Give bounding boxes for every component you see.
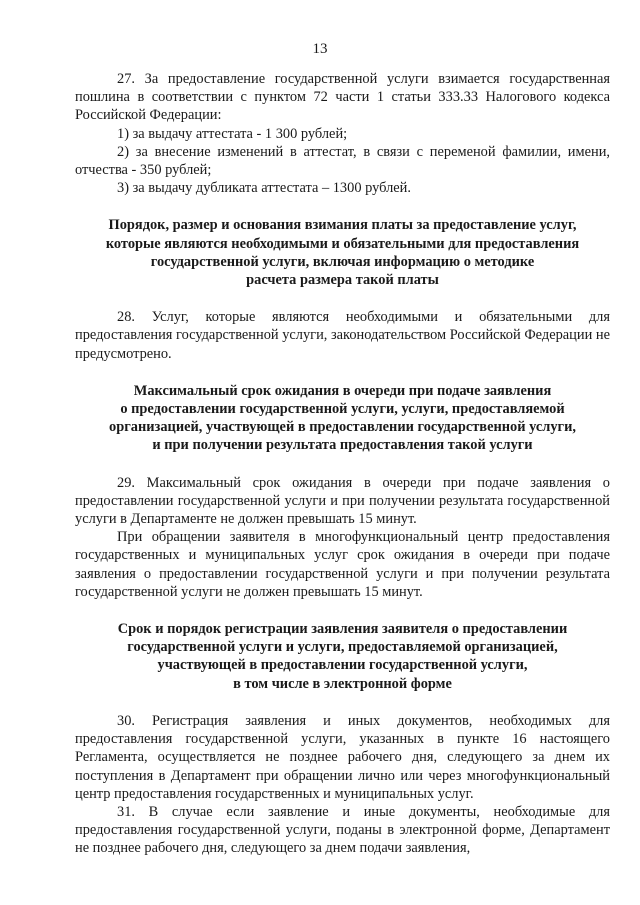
heading-line: государственной услуги и услуги, предоставляемой организацией,: [127, 639, 558, 656]
paragraph-29-continued: При обращении заявителя в многофункциональный центр предоставления государственных и муниципальных услуг срок ожидания в очереди при подаче заявления о предоставлении государственной услуги и при получении результата государственной услуги не должен превышать 15 минут.: [75, 529, 610, 600]
heading-line: и при получении результата предоставления такой услуги: [152, 437, 533, 454]
paragraph-27-intro: 27. За предоставление государственной услуги взимается государственная пошлина в соответствии с пунктом 72 части 1 статьи 333.33 Налогового кодекса Российской Федерации:: [75, 71, 610, 124]
heading-line: в том числе в электронной форме: [233, 675, 452, 692]
heading-line: Срок и порядок регистрации заявления заявителя о предоставлении: [117, 621, 568, 638]
document-body: [75, 70, 610, 858]
paragraph-31: 31. В случае если заявление и иные документы, необходимые для предоставления государственной услуги, поданы в электронной форме, Департамент не позднее рабочего дня, следующего за днем подачи заявления,: [75, 803, 610, 857]
heading-line: о предоставлении государственной услуги, услуги, предоставляемой: [120, 401, 565, 418]
heading-line: Порядок, размер и основания взимания платы за предоставление услуг,: [108, 217, 577, 234]
paragraph-27-item-2: 2) за внесение изменений в аттестат, в связи с переменой фамилии, имени, отчества - 350 рублей;: [75, 143, 610, 179]
section-heading-fees: [75, 216, 610, 289]
heading-line: государственной услуги, включая информацию о методике: [150, 253, 535, 270]
paragraph-27-item-1: 1) за выдачу аттестата - 1 300 рублей;: [117, 125, 348, 142]
heading-line: Максимальный срок ожидания в очереди при подаче заявления: [133, 382, 552, 399]
section-heading-queue-time: [75, 382, 610, 455]
heading-line: участвующей в предоставлении государственной услуги,: [157, 657, 528, 674]
paragraph-30: 30. Регистрация заявления и иных документов, необходимых для предоставления государственной услуги, указанных в пункте 16 настоящего Регламента, осуществляется не позднее рабочего дня, следующего за днем их поступления в Департамент при обращении лично или через многофункциональный центр предоставления государственных и муниципальных услуг.: [75, 712, 610, 802]
paragraph-29: 29. Максимальный срок ожидания в очереди при подаче заявления о предоставлении государственной услуги и при получении результата государственной услуги в Департаменте не должен превышать 15 минут.: [75, 474, 610, 528]
heading-line: организацией, участвующей в предоставлении государственной услуги,: [109, 419, 576, 436]
heading-line: которые являются необходимыми и обязательными для предоставления: [105, 235, 580, 252]
paragraph-27-item-3: 3) за выдачу дубликата аттестата – 1300 рублей.: [117, 180, 411, 197]
paragraph-28: 28. Услуг, которые являются необходимыми и обязательными для предоставления государственной услуги, законодательством Российской Федерации не предусмотрено.: [75, 309, 610, 362]
heading-line: расчета размера такой платы: [246, 272, 439, 289]
page-number: 13: [312, 41, 328, 57]
section-heading-registration: [75, 620, 610, 693]
